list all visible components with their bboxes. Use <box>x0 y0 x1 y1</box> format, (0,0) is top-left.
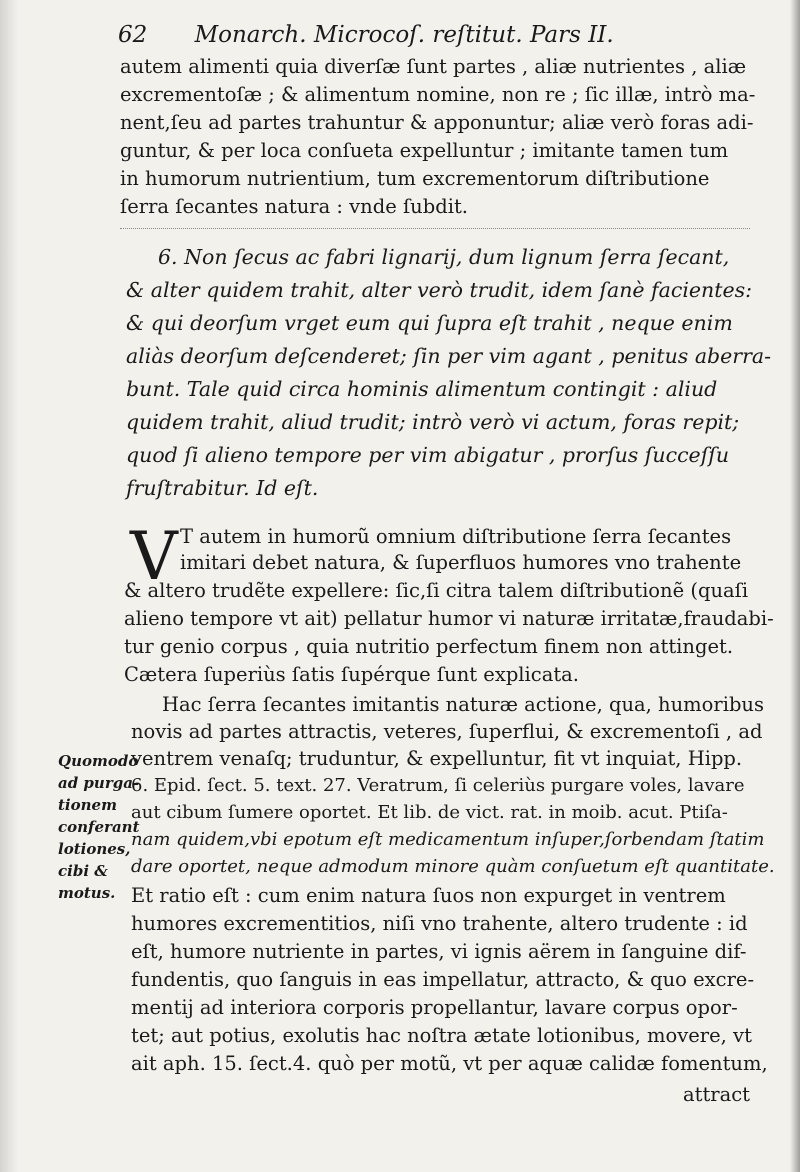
aphorism-line: aliàs deorſum deſcenderet; ſin per vim agant , penitus aberra- <box>126 344 772 368</box>
text-line: dare oportet, neque admodum minore quàm conſuetum eſt quantitate. <box>131 856 775 877</box>
page-number: 62 <box>118 22 148 48</box>
aphorism-line: & qui deorſum vrget eum qui ſupra eſt trahit , neque enim <box>126 311 733 335</box>
page-header <box>118 22 614 48</box>
text-line: ſerra ſecantes natura : vnde ſubdit. <box>120 195 468 218</box>
text-line: Et ratio eſt : cum enim natura ſuos non expurget in ventrem <box>131 884 726 907</box>
commentary-line: imitari debet natura, & ſuperfluos humores vno trahente <box>180 551 742 574</box>
text-line: tet; aut potius, exolutis hac noſtra ætate lotionibus, movere, vt <box>131 1024 752 1047</box>
text-line: 6. Epid. ſect. 5. text. 27. Veratrum, ſi celeriùs purgare voles, lavare <box>131 775 745 796</box>
page-edge-shadow <box>790 0 800 1172</box>
text-line: in humorum nutrientium, tum excrementorum diſtributione <box>120 167 710 190</box>
marginal-note-line: motus. <box>58 884 116 902</box>
marginal-note-line: ad purga- <box>58 774 140 792</box>
text-line: humores excrementitios, niſi vno trahente, altero trudente : id <box>131 912 748 935</box>
running-title: Monarch. Microcoſ. reſtitut. Pars II. <box>194 22 614 48</box>
text-line: nent,ſeu ad partes trahuntur & apponuntur; aliæ verò foras adi- <box>120 111 754 134</box>
commentary-line: T autem in humorũ omnium diſtributione ſerra ſecantes <box>180 525 732 548</box>
text-line: novis ad partes attractis, veteres, ſuperflui, & excrementoſi , ad <box>131 720 763 743</box>
aphorism-line: fruſtrabitur. Id eſt. <box>126 476 319 500</box>
drop-cap: V <box>130 518 178 595</box>
text-line: guntur, & per loca conſueta expelluntur ; imitante tamen tum <box>120 139 729 162</box>
marginal-note-line: conferant <box>58 818 140 836</box>
aphorism-line: quod ſi alieno tempore per vim abigatur , prorſus ſucceſſu <box>126 443 730 467</box>
bleed-through-rule <box>120 228 750 229</box>
marginal-note-line: Quomodo <box>58 752 139 770</box>
catchword: attract <box>682 1083 750 1106</box>
marginal-note-line: lotiones, <box>58 840 131 858</box>
commentary-line: tur genio corpus , quia nutritio perfectum finem non attinget. <box>124 635 734 658</box>
commentary-line: & altero trudẽte expellere: ſic,ſi citra talem diſtributionẽ (quaſi <box>124 579 749 602</box>
aphorism-line: bunt. Tale quid circa hominis alimentum contingit : aliud <box>126 377 718 401</box>
text-line: autem alimenti quia diverſæ ſunt partes , aliæ nutrientes , aliæ <box>120 55 747 78</box>
text-line: nam quidem,vbi epotum eſt medicamentum inſuper,ſorbendam ſtatim <box>131 829 765 850</box>
text-line: ventrem venaſq; truduntur, & expelluntur, fit vt inquiat, Hipp. <box>131 747 743 770</box>
text-line: aut cibum ſumere oportet. Et lib. de vict. rat. in moib. acut. Ptiſa- <box>131 802 728 823</box>
text-line: mentij ad interiora corporis propellantur, lavare corpus opor- <box>131 996 738 1019</box>
aphorism-line: 6. Non ſecus ac fabri lignarij, dum lignum ſerra ſecant, <box>158 245 730 269</box>
text-line: eſt, humore nutriente in partes, vi ignis aërem in ſanguine dif- <box>131 940 747 963</box>
text-line: fundentis, quo ſanguis in eas impellatur, attracto, & quo excre- <box>131 968 755 991</box>
marginal-note-line: cibi & <box>58 862 108 880</box>
text-line: excrementoſæ ; & alimentum nomine, non re ; ſic illæ, intrò ma- <box>120 83 756 106</box>
marginal-note-line: tionem <box>58 796 117 814</box>
text-line: Hac ſerra ſecantes imitantis naturæ actione, qua, humoribus <box>162 693 764 716</box>
text-line: ait aph. 15. ſect.4. quò per motũ, vt per aquæ calidæ fomentum, <box>131 1052 768 1075</box>
commentary-line: Cætera ſuperiùs ſatis ſupérque ſunt explicata. <box>124 663 579 686</box>
aphorism-line: quidem trahit, aliud trudit; intrò verò vi actum, foras repit; <box>126 410 740 434</box>
gutter-shadow <box>0 0 18 1172</box>
commentary-line: alieno tempore vt ait) pellatur humor vi naturæ irritatæ,fraudabi- <box>124 607 774 630</box>
aphorism-line: & alter quidem trahit, alter verò trudit, idem ſanè facientes: <box>126 278 753 302</box>
